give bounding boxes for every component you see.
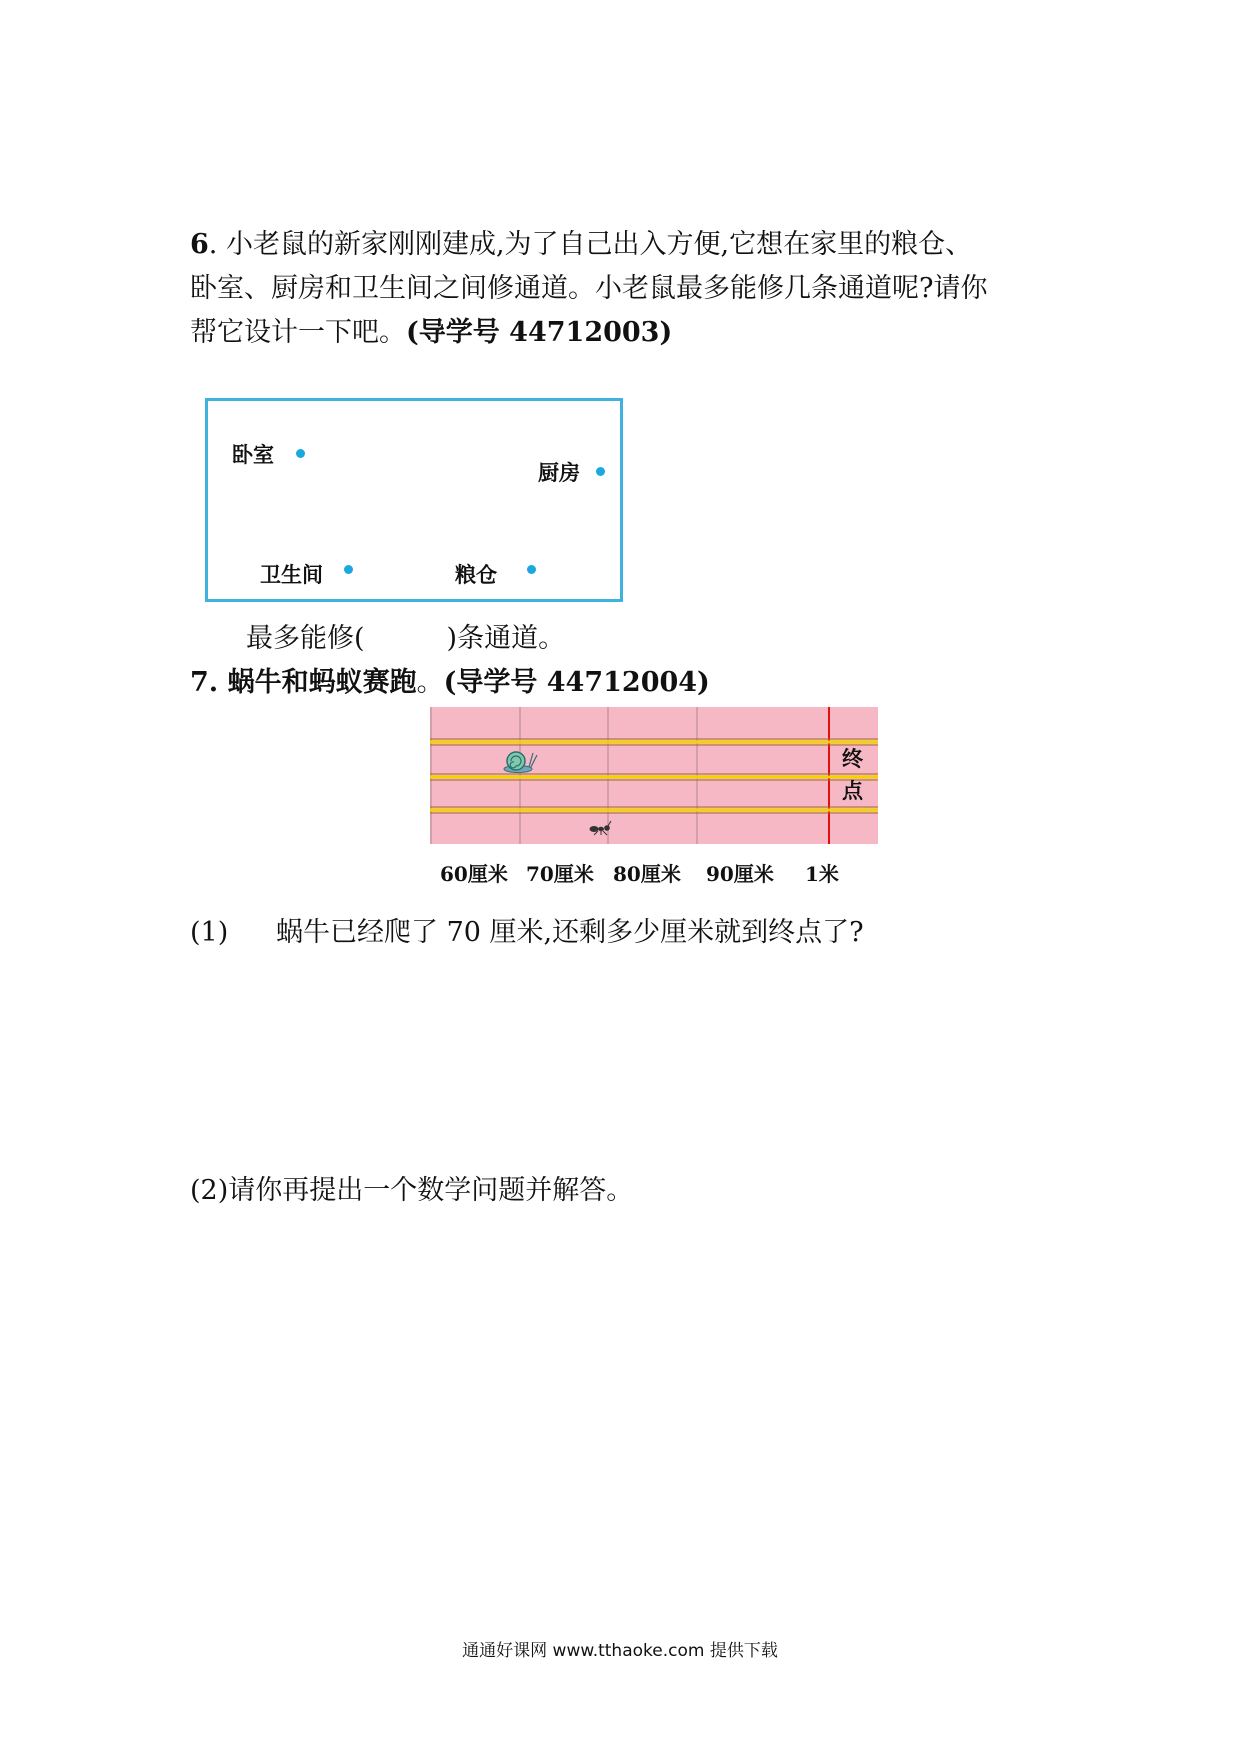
tick-label-80: 80厘米 [613,862,681,886]
finish-label-1: 终 [842,746,863,771]
granary-dot [527,565,536,574]
room-label-bathroom: 卫生间 [260,562,323,587]
q7-title-line [190,660,710,699]
footer: 通通好课网 www.tthaoke.com 提供下载 [462,1641,778,1661]
tick-label-70: 70厘米 [526,862,594,886]
bedroom-dot [296,449,305,458]
q7-ref: (导学号 44712004) [443,667,710,698]
q6-text-line3: 帮它设计一下吧。 [190,317,406,348]
kitchen-dot [596,467,605,476]
finish-label-2: 点 [842,778,863,803]
room-label-granary: 粮仓 [455,562,497,587]
q6-text-line2: 卧室、厨房和卫生间之间修通道。小老鼠最多能修几条通道呢?请你 [190,273,988,304]
room-map [205,398,623,602]
q7-sub1-label: (1) [190,917,229,948]
q6-text-line1: 小老鼠的新家刚刚建成,为了自己出入方便,它想在家里的粮仓、 [225,229,973,260]
q7-sub1-text: 蜗牛已经爬了 70 厘米,还剩多少厘米就到终点了? [276,917,864,948]
room-label-bedroom: 卧室 [232,442,274,467]
tick-label-60: 60厘米 [440,862,508,886]
q7-sub1 [190,910,864,949]
tick-label-90: 90厘米 [706,862,774,886]
bathroom-dot [344,565,353,574]
q7-title-end: 。 [416,667,444,698]
q6-answer-line [246,616,565,655]
room-label-kitchen: 厨房 [538,460,580,485]
track-tick-labels [0,858,1240,888]
q7-title: 蜗牛和蚂蚁赛跑 [227,667,417,698]
tick-label-1m: 1米 [805,862,839,886]
q6-number: 6 [190,229,209,260]
q6-line3 [190,310,672,349]
race-track [430,707,878,849]
q6-line1: 6. 小老鼠的新家刚刚建成,为了自己出入方便,它想在家里的粮仓、 [190,229,973,260]
q7-sub2-text: (2)请你再提出一个数学问题并解答。 [190,1175,634,1206]
q6-answer-suffix: )条通道。 [446,623,566,654]
q7-number: 7. [190,667,219,698]
q6-ref: (导学号 44712003) [406,317,673,348]
q6-answer-prefix: 最多能修( [246,623,365,654]
